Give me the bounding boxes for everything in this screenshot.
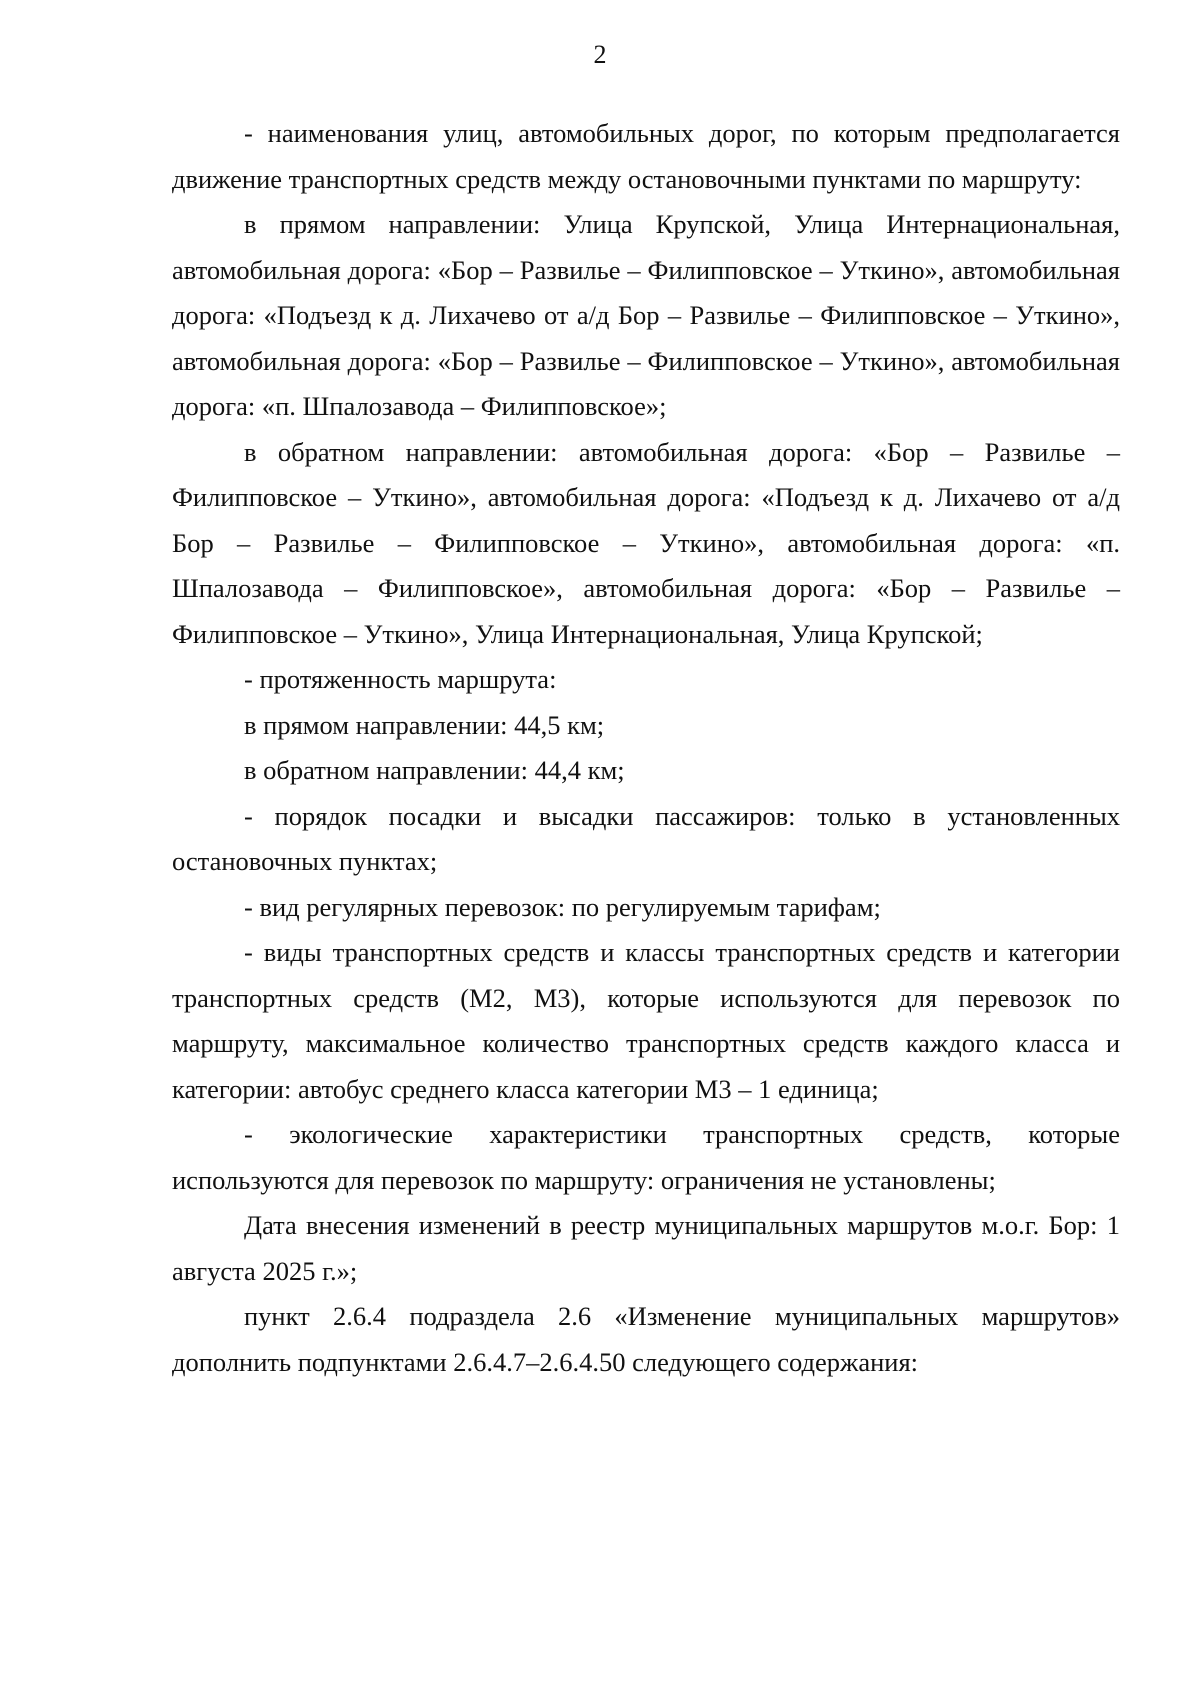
paragraph-ecological-characteristics: - экологические характеристики транспортных средств, которые используются для перевозок по маршруту: ограничения не установлены; xyxy=(172,1119,1120,1195)
paragraph-boarding-order: - порядок посадки и высадки пассажиров: только в установленных остановочных пунктах; xyxy=(172,800,1120,876)
document-body xyxy=(172,111,1120,1385)
paragraph-street-names: - наименования улиц, автомобильных дорог, по которым предполагается движение транспортных средств между остановочными пунктами по маршруту: xyxy=(172,118,1120,194)
paragraph-forward-direction-route: в прямом направлении: Улица Крупской, Улица Интернациональная, автомобильная дорога: «Бор – Развилье – Филипповское – Уткино», автомобильная дорога: «Подъезд к д. Лихачево от а/д Бор – Развилье – Филипповское – Уткино», автомобильная дорога: «Бор – Развилье – Филипповское – Уткино», автомобильная дорога: «п. Шпалозавода – Филипповское»; xyxy=(172,209,1120,421)
paragraph-reverse-length: в обратном направлении: 44,4 км; xyxy=(244,755,625,785)
paragraph-route-length-heading: - протяженность маршрута: xyxy=(244,664,557,694)
paragraph-reverse-direction-route: в обратном направлении: автомобильная дорога: «Бор – Развилье – Филипповское – Уткино», автомобильная дорога: «Подъезд к д. Лихачево от а/д Бор – Развилье – Филипповское – Уткино», автомобильная дорога: «п. Шпалозавода – Филипповское», автомобильная дорога: «Бор – Развилье – Филипповское – Уткино», Улица Интернациональная, Улица Крупской; xyxy=(172,436,1120,649)
paragraph-transport-type: - вид регулярных перевозок: по регулируемым тарифам; xyxy=(244,891,881,922)
paragraph-vehicle-classes: - виды транспортных средств и классы транспортных средств и категории транспортных средств (М2, М3), которые используются для перевозок по маршруту, максимальное количество транспортных средств каждого класса и категории: автобус среднего класса категории М3 – 1 единица; xyxy=(172,937,1120,1104)
paragraph-amendment-clause: пункт 2.6.4 подраздела 2.6 «Изменение муниципальных маршрутов» дополнить подпунктами 2.6.4.7–2.6.4.50 следующего содержания: xyxy=(172,1301,1120,1377)
page-number: 2 xyxy=(593,40,607,69)
paragraph-forward-length: в прямом направлении: 44,5 км; xyxy=(244,709,605,740)
paragraph-registry-change-date: Дата внесения изменений в реестр муниципальных маршрутов м.о.г. Бор: 1 августа 2025 г.»; xyxy=(172,1210,1120,1286)
